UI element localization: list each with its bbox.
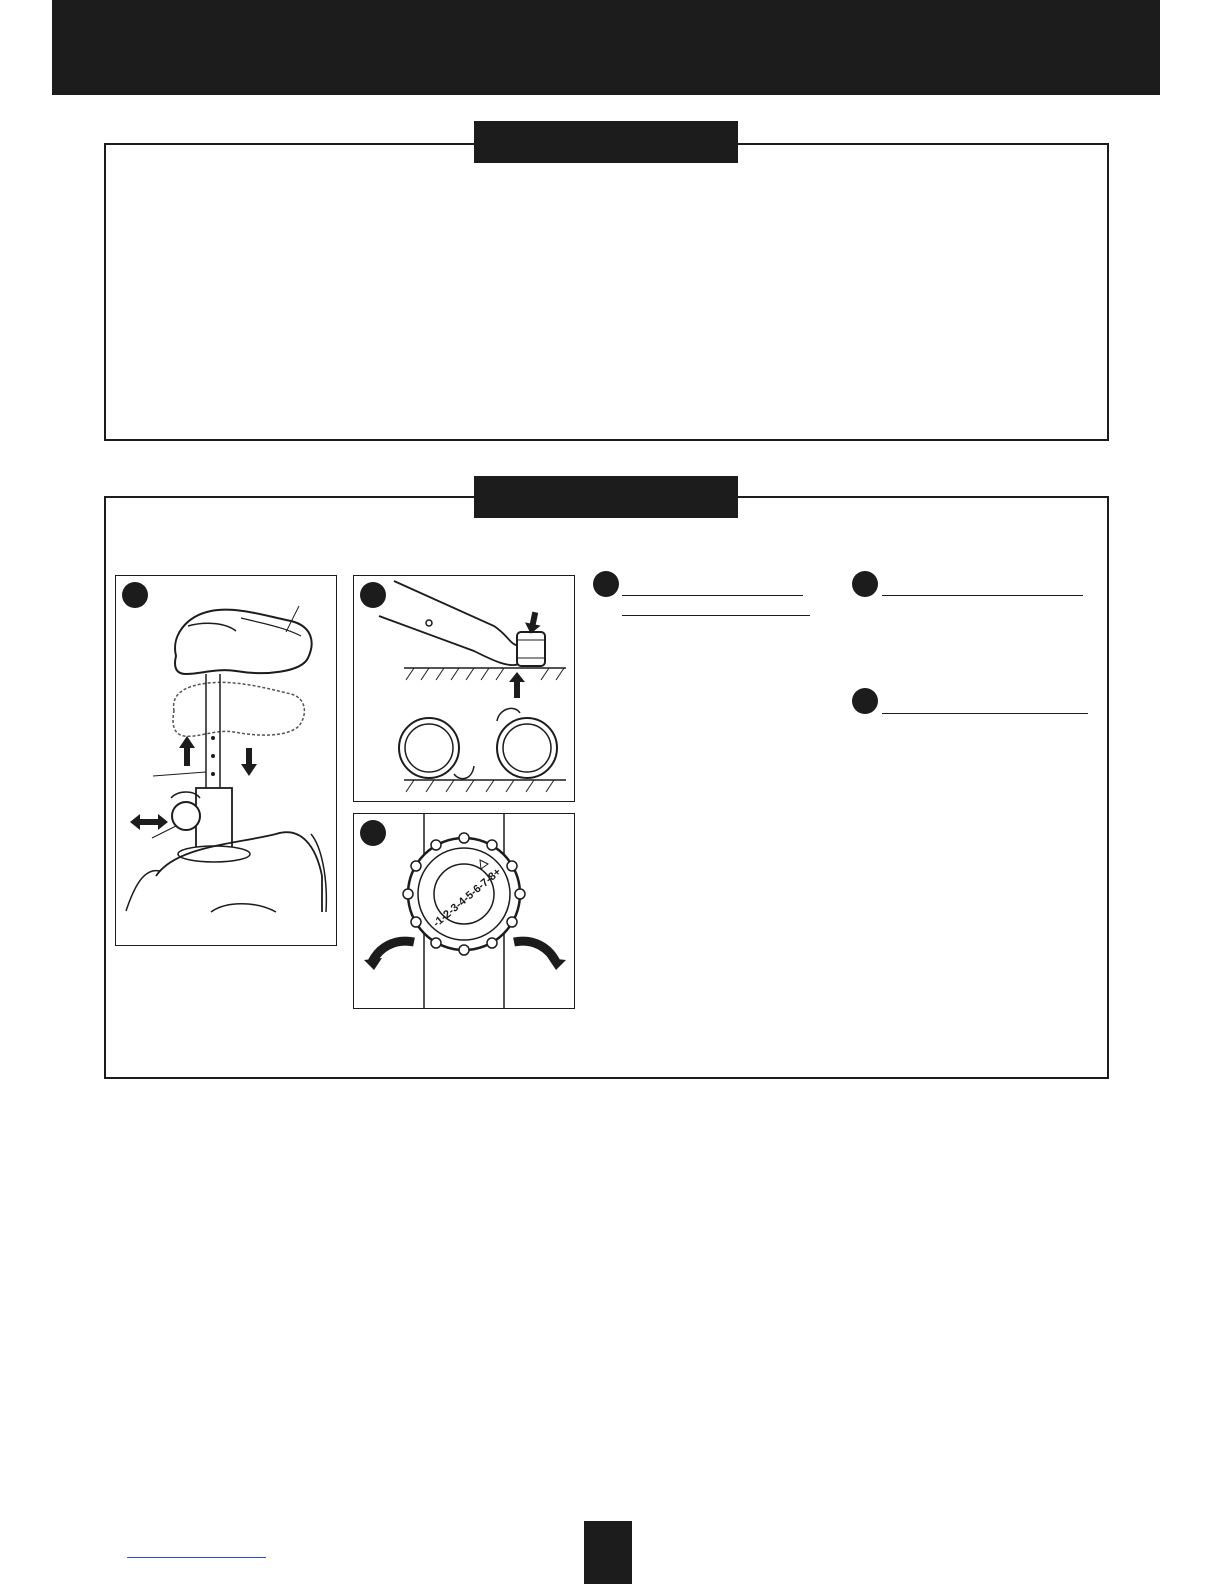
frame-body	[156, 832, 322, 912]
seat-lower-ghost	[173, 682, 304, 736]
page-number-badge	[584, 1521, 632, 1584]
tension-knob-illustration	[354, 814, 575, 1009]
step-2-heading-rule	[882, 595, 1083, 596]
tension-knob-figure	[353, 813, 575, 1009]
up-arrow-icon	[509, 672, 525, 698]
leveler-figure	[353, 575, 575, 802]
step-3-badge	[852, 688, 878, 714]
step-2-badge	[852, 571, 878, 597]
section-1-box	[104, 143, 1109, 441]
step-1-badge	[593, 571, 619, 597]
seat-post-figure	[115, 575, 337, 946]
seat-post-illustration	[116, 576, 337, 946]
leveler-illustration	[354, 576, 575, 802]
step-1-subheading-rule	[622, 615, 810, 616]
double-arrow-icon	[130, 814, 168, 830]
pop-pin-knob	[172, 802, 200, 830]
step-3-heading-rule	[882, 713, 1088, 714]
seat-post-step-badge	[122, 582, 148, 608]
leveler-step-badge	[360, 582, 386, 608]
section-1-tab	[474, 121, 738, 163]
down-arrow-icon	[241, 748, 257, 776]
leveler-pad-left	[399, 718, 459, 778]
section-2-tab	[474, 476, 738, 518]
step-1-heading-rule	[622, 595, 803, 596]
seat-upper	[175, 610, 312, 674]
leveler-foot	[517, 632, 545, 666]
rotate-arrow-icon	[454, 766, 474, 779]
header-bar	[52, 0, 1160, 95]
leveler-pad-right	[497, 718, 557, 778]
tension-knob-step-badge	[360, 820, 386, 846]
up-arrow-icon	[179, 736, 195, 766]
footer-link[interactable]	[127, 1557, 266, 1558]
dial-scale-text: -1-2-3-4-5-6-7-8+	[430, 866, 504, 930]
